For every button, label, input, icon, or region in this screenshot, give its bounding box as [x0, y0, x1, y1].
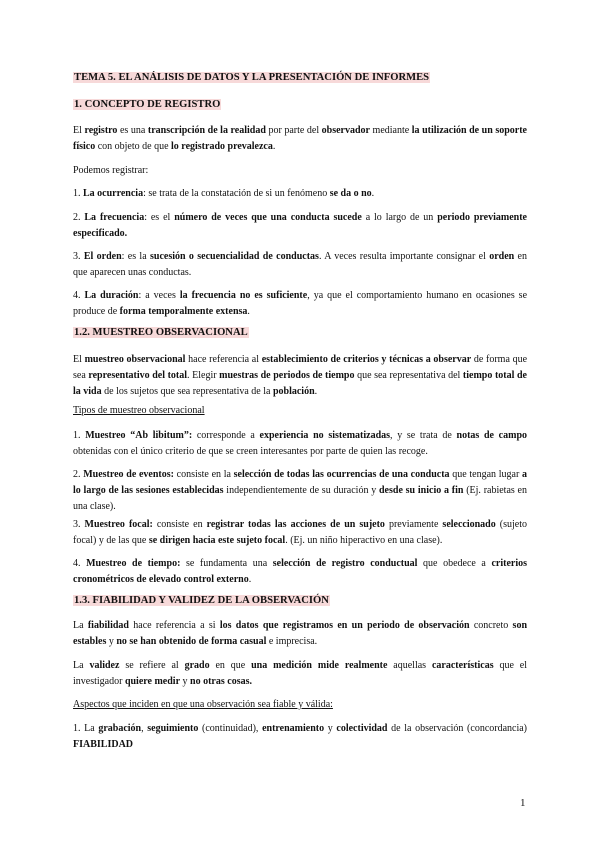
list-item-frecuencia: 2. La frecuencia: es el número de veces que una conducta sucede a lo largo de un periodo previamente especificado. — [73, 212, 527, 239]
muestreo-tiempo: 4. Muestreo de tiempo: se fundamenta una selección de registro conductual que obedece a criterios cronométricos de elevado control externo. — [73, 558, 527, 585]
page-number: 1 — [520, 797, 526, 809]
muestreo-definition: El muestreo observacional hace referencia al establecimiento de criterios y técnicas a observar de forma que sea representativo del total. Elegir muestras de periodos de tiempo que sea representativa del tiempo total de la vida de los sujetos que sea representativa de la población. — [73, 354, 528, 397]
section-1-2-heading: 1.2. MUESTREO OBSERVACIONAL — [74, 327, 248, 338]
aspectos-heading: Aspectos que inciden en que una observación sea fiable y válida: — [73, 699, 333, 710]
muestreo-eventos: 2. Muestreo de eventos: consiste en la selección de todas las ocurrencias de una conducta que tengan lugar a lo largo de las sesiones establecidas independientemente de su duración y desde su inicio a fin (Ej. rabietas en una clase). — [73, 469, 527, 512]
document-title — [73, 70, 527, 86]
list-item-ocurrencia: 1. La ocurrencia: se trata de la constatación de si un fenómeno se da o no. — [73, 188, 375, 199]
aspecto-fiabilidad: 1. La grabación, seguimiento (continuidad), entrenamiento y colectividad de la observación (concordancia) FIABILIDAD — [73, 723, 528, 750]
validez-definition: La validez se refiere al grado en que una medición mide realmente aquellas características que el investigador quiere medir y no otras cosas. — [73, 660, 528, 687]
section-1-heading: 1. CONCEPTO DE REGISTRO — [74, 99, 221, 110]
registro-definition: El registro es una transcripción de la realidad por parte del observador mediante la utilización de un soporte físico con objeto de que lo registrado prevalezca. — [73, 125, 527, 152]
tipos-muestreo-heading: Tipos de muestreo observacional — [73, 405, 205, 416]
muestreo-focal: 3. Muestreo focal: consiste en registrar todas las acciones de un sujeto previamente seleccionado (sujeto focal) y de las que se dirigen hacia este sujeto focal. (Ej. un niño hiperactivo en una clase). — [73, 519, 528, 546]
list-item-orden: 3. El orden: es la sucesión o secuencialidad de conductas. A veces resulta importante consignar el orden en que aparecen unas conductas. — [73, 251, 527, 278]
registrar-intro: Podemos registrar: — [73, 165, 149, 176]
muestreo-ab-libitum: 1. Muestreo “Ab libitum”: corresponde a experiencia no sistematizadas, y se trata de notas de campo obtenidas con el único criterio de que se creen interesantes por parte de quien las recoge. — [73, 430, 528, 457]
list-item-duracion: 4. La duración: a veces la frecuencia no es suficiente, ya que el comportamiento humano en ocasiones se produce de forma temporalmente extensa. — [73, 290, 528, 317]
title-text: TEMA 5. EL ANÁLISIS DE DATOS Y LA PRESENTACIÓN DE INFORMES — [74, 72, 430, 83]
section-1-3-heading: 1.3. FIABILIDAD Y VALIDEZ DE LA OBSERVACIÓN — [74, 595, 329, 606]
fiabilidad-definition: La fiabilidad hace referencia a si los datos que registramos en un periodo de observación concreto son estables y no se han obtenido de forma casual e imprecisa. — [73, 620, 527, 647]
